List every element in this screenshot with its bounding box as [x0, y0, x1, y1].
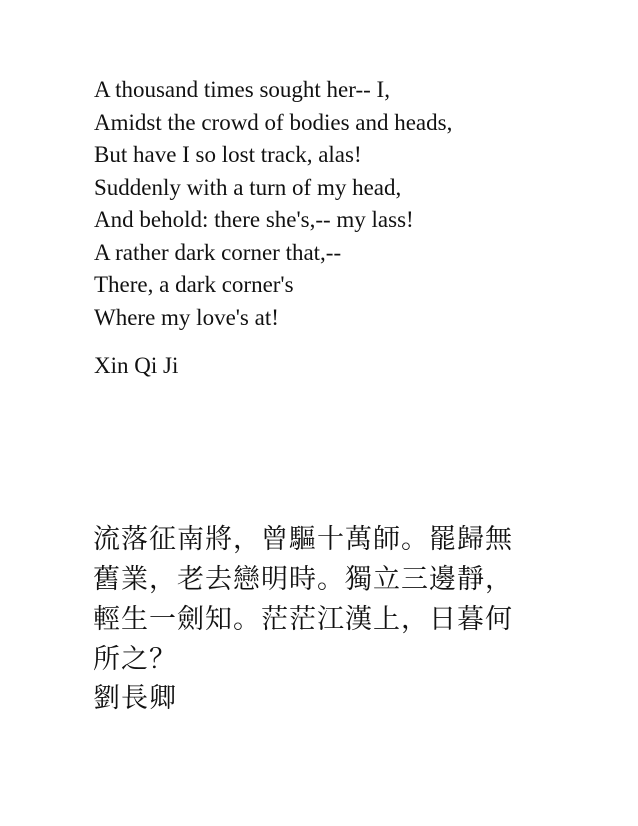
english-poem-line: A thousand times sought her-- I, — [94, 77, 390, 102]
chinese-poem-line: 流落征南將，曾驅十萬師。罷歸無 — [93, 524, 513, 555]
chinese-poem — [93, 520, 513, 680]
english-poem-line: There, a dark corner's — [94, 272, 294, 297]
english-poem-line: A rather dark corner that,-- — [94, 239, 342, 265]
english-poem-line: Amidst the crowd of bodies and heads, — [94, 109, 453, 135]
english-poem-line: And behold: there she's,-- my lass! — [94, 207, 414, 232]
english-poem-line: Where my love's at! — [94, 304, 279, 330]
chinese-poem-author: 劉長卿 — [93, 683, 177, 714]
english-poem-line: Suddenly with a turn of my head, — [94, 174, 402, 200]
english-poem-author: Xin Qi Ji — [94, 353, 179, 378]
chinese-poem-line: 舊業，老去戀明時。獨立三邊靜， — [93, 564, 513, 595]
english-poem — [94, 74, 452, 334]
english-poem-line: But have I so lost track, alas! — [94, 142, 362, 167]
chinese-poem-line: 所之？ — [93, 644, 177, 675]
chinese-poem-line: 輕生一劍知。茫茫江漢上，日暮何 — [93, 604, 513, 635]
